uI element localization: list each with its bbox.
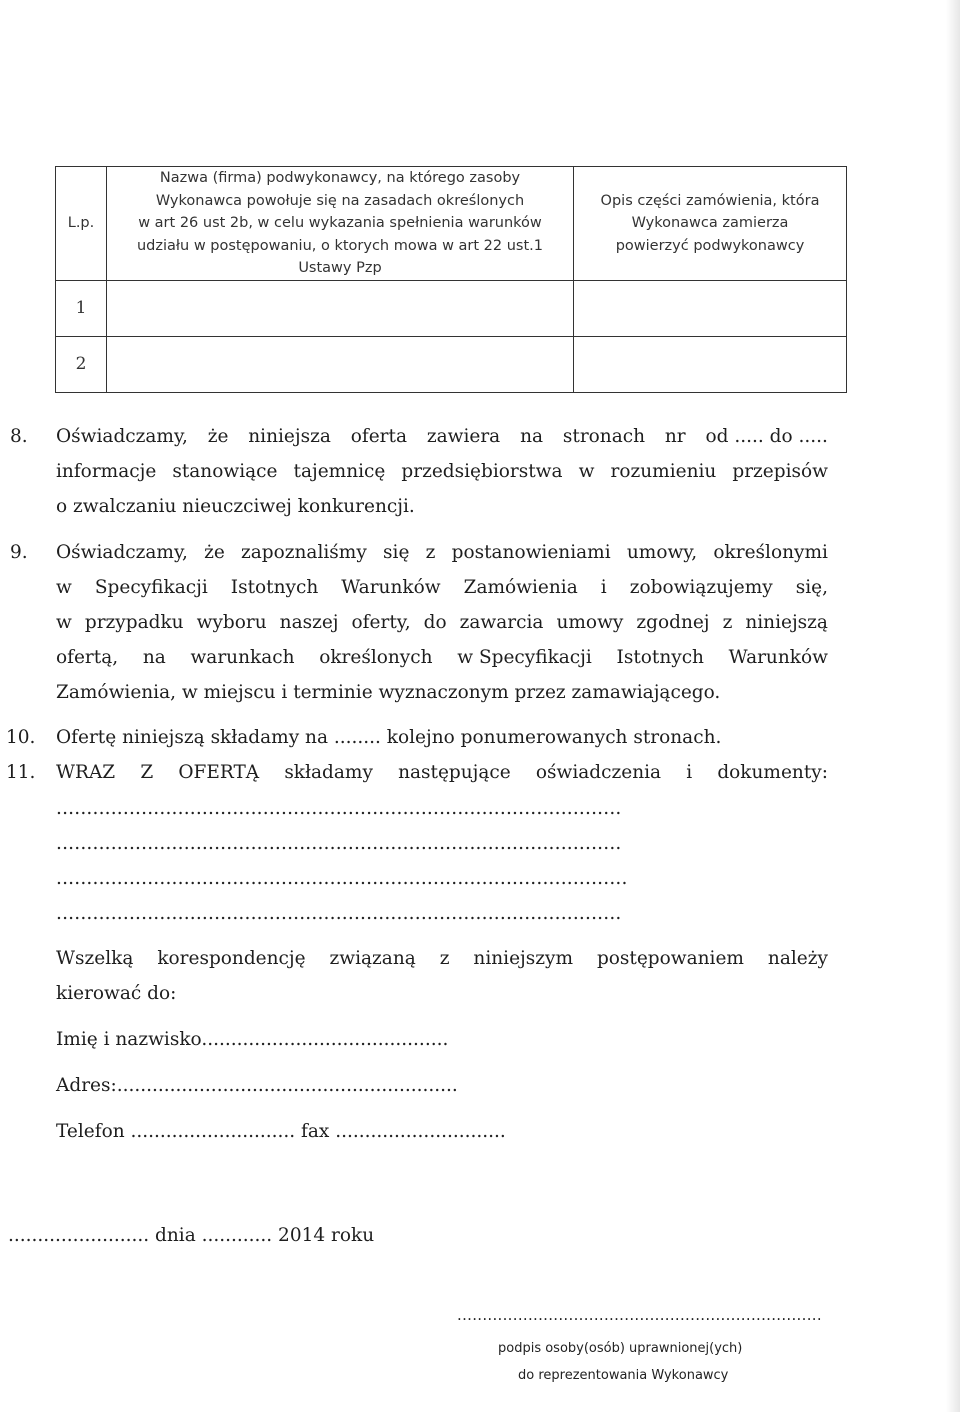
item-11-number: 11.	[6, 762, 36, 783]
word: Oświadczamy,	[56, 426, 188, 447]
word: postanowieniami	[451, 542, 611, 563]
item-9-line-4	[56, 647, 828, 668]
word: od ..... do .....	[705, 426, 828, 447]
word: w	[578, 461, 595, 482]
word: składamy	[284, 762, 373, 783]
header-desc-line: Opis części zamówienia, która	[600, 192, 820, 209]
row-subcontractor-name-cell[interactable]	[107, 336, 574, 392]
table-row	[56, 336, 847, 392]
item-9-line-3	[56, 612, 828, 633]
word: zapoznaliśmy	[241, 542, 367, 563]
item-9-line-2	[56, 577, 828, 598]
row-lp: 1	[56, 280, 107, 336]
row-description-cell[interactable]	[574, 336, 847, 392]
word: do	[423, 612, 447, 633]
item-8-line-1	[56, 426, 828, 447]
correspondence-line-2: kierować do:	[56, 983, 177, 1004]
word: zobowiązujemy	[629, 577, 773, 598]
word: WRAZ	[56, 762, 116, 783]
document-blank-line[interactable]: .............................................................................................	[56, 798, 622, 819]
word: z	[439, 948, 450, 969]
word: Oświadczamy,	[56, 542, 188, 563]
word: Z	[140, 762, 154, 783]
header-order-part-description	[574, 167, 847, 281]
word: na	[520, 426, 544, 447]
contact-phone-fax-field[interactable]: Telefon ............................ fax .............................	[56, 1121, 506, 1142]
word: się,	[795, 577, 828, 598]
word: Warunków	[728, 647, 828, 668]
page-edge-shadow	[946, 0, 960, 1412]
document-blank-line[interactable]: .............................................................................................	[56, 903, 622, 924]
item-9-number: 9.	[10, 542, 28, 563]
header-subcontractor-name	[107, 167, 574, 281]
header-desc-line: Wykonawca zamierza	[631, 215, 789, 231]
word: z	[722, 612, 733, 633]
document-blank-line[interactable]: .............................................................................................	[56, 833, 622, 854]
word: umowy,	[626, 542, 698, 563]
document-blank-line[interactable]: ..............................................................................................	[56, 868, 628, 889]
header-name-line: udziału w postępowaniu, o ktorych mowa w art 22 ust.1	[136, 237, 544, 254]
item-8-line-3: o zwalczaniu nieuczciwej konkurencji.	[56, 496, 415, 517]
word: Istotnych	[616, 647, 704, 668]
word: oferta	[350, 426, 407, 447]
word: określonych	[319, 647, 433, 668]
word: Istotnych	[230, 577, 319, 598]
word: w	[56, 612, 72, 633]
word: naszej	[279, 612, 339, 633]
date-line[interactable]: ........................ dnia ............ 2014 roku	[8, 1225, 375, 1246]
word: że	[204, 542, 225, 563]
word: postępowaniem	[596, 948, 744, 969]
word: związaną	[329, 948, 416, 969]
signature-caption-line-1: podpis osoby(osób) uprawnionej(ych)	[498, 1341, 743, 1356]
word: w Specyfikacji	[457, 647, 592, 668]
word: określonymi	[713, 542, 828, 563]
correspondence-line-1	[56, 948, 828, 969]
table-header-row	[56, 167, 847, 281]
word: z	[425, 542, 436, 563]
word: niniejszą	[745, 612, 828, 633]
word: tajemnicę	[293, 461, 386, 482]
item-8-number: 8.	[10, 426, 28, 447]
item-9-line-1	[56, 542, 828, 563]
subcontractor-table	[55, 166, 847, 393]
word: należy	[767, 948, 828, 969]
word: oferty,	[351, 612, 411, 633]
word: Specyfikacji	[94, 577, 208, 598]
word: OFERTĄ	[178, 762, 260, 783]
word: stanowiące	[172, 461, 278, 482]
header-lp: L.p.	[56, 167, 107, 281]
word: Zamówienia	[463, 577, 578, 598]
word: zawarcia	[459, 612, 544, 633]
header-name-line: Wykonawca powołuje się na zasadach określonych	[155, 192, 525, 209]
header-name-line: Nazwa (firma) podwykonawcy, na którego zasoby	[159, 170, 521, 186]
word: umowy	[556, 612, 624, 633]
header-name-line: Ustawy Pzp	[298, 260, 382, 276]
item-11-line	[56, 762, 828, 783]
word: stronach	[562, 426, 646, 447]
word: i	[686, 762, 693, 783]
word: następujące	[398, 762, 511, 783]
word: na	[142, 647, 166, 668]
word: niniejsza	[248, 426, 331, 447]
signature-caption-line-2: do reprezentowania Wykonawcy	[518, 1368, 729, 1383]
word: zawiera	[426, 426, 501, 447]
word: niniejszym	[473, 948, 573, 969]
word: ofertą,	[56, 647, 119, 668]
item-8-line-2	[56, 461, 828, 482]
word: i	[600, 577, 607, 598]
item-10-number: 10.	[6, 727, 36, 748]
table-row	[56, 280, 847, 336]
word: warunkach	[190, 647, 295, 668]
word: przepisów	[732, 461, 828, 482]
row-description-cell[interactable]	[574, 280, 847, 336]
word: informacje	[56, 461, 157, 482]
item-10-text: Ofertę niniejszą składamy na ........ kolejno ponumerowanych stronach.	[56, 727, 722, 748]
word: przedsiębiorstwa	[401, 461, 563, 482]
word: rozumieniu	[610, 461, 717, 482]
word: że	[207, 426, 229, 447]
row-lp: 2	[56, 336, 107, 392]
word: dokumenty:	[717, 762, 828, 783]
header-name-line: w art 26 ust 2b, w celu wykazania spełnienia warunków	[138, 215, 542, 231]
contact-address-field[interactable]: Adres:..........................................................	[56, 1075, 458, 1096]
word: w	[56, 577, 72, 598]
word: oświadczenia	[535, 762, 662, 783]
contact-name-field[interactable]: Imię i nazwisko..........................................	[56, 1029, 449, 1050]
item-9-line-5: Zamówienia, w miejscu i terminie wyznaczonym przez zamawiającego.	[56, 682, 721, 703]
word: korespondencję	[157, 948, 306, 969]
signature-dots[interactable]: ........................................................................	[457, 1306, 822, 1324]
word: zgodnej	[636, 612, 710, 633]
word: przypadku	[84, 612, 184, 633]
word: Warunków	[341, 577, 441, 598]
word: się	[383, 542, 410, 563]
header-desc-line: powierzyć podwykonawcy	[615, 237, 805, 254]
row-subcontractor-name-cell[interactable]	[107, 280, 574, 336]
word: Wszelką	[56, 948, 134, 969]
word: nr	[664, 426, 686, 447]
word: wyboru	[196, 612, 267, 633]
